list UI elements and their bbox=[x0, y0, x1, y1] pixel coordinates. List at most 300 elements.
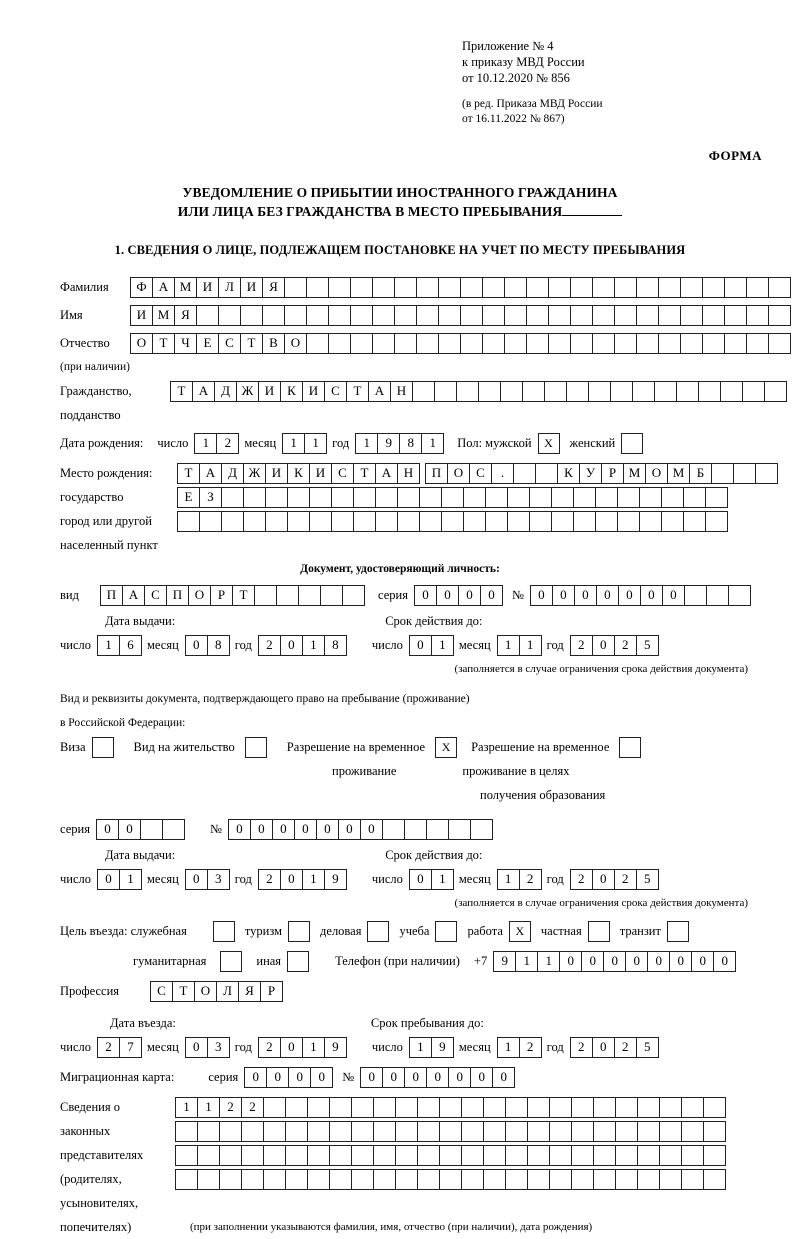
purpose-private-checkbox[interactable] bbox=[588, 921, 610, 942]
form-cell[interactable]: О bbox=[645, 463, 668, 484]
form-cell[interactable]: . bbox=[491, 463, 514, 484]
form-cell[interactable] bbox=[764, 381, 787, 402]
form-cell[interactable]: Т bbox=[177, 463, 200, 484]
form-cell[interactable] bbox=[350, 277, 373, 298]
form-cell[interactable]: 2 bbox=[258, 1037, 281, 1058]
form-cell[interactable] bbox=[416, 305, 439, 326]
birth-day-cells[interactable] bbox=[194, 433, 238, 454]
form-cell[interactable] bbox=[372, 333, 395, 354]
form-cell[interactable] bbox=[636, 305, 659, 326]
form-cell[interactable] bbox=[500, 381, 523, 402]
form-cell[interactable]: Д bbox=[214, 381, 237, 402]
birth-year-cells[interactable] bbox=[355, 433, 443, 454]
form-cell[interactable]: 9 bbox=[493, 951, 516, 972]
form-cell[interactable] bbox=[485, 487, 508, 508]
entry-month-cells[interactable] bbox=[185, 1037, 229, 1058]
form-cell[interactable] bbox=[724, 277, 747, 298]
form-cell[interactable] bbox=[263, 1097, 286, 1118]
form-cell[interactable] bbox=[485, 511, 508, 532]
form-cell[interactable] bbox=[197, 1121, 220, 1142]
form-cell[interactable] bbox=[659, 1145, 682, 1166]
form-cell[interactable] bbox=[307, 1145, 330, 1166]
form-cell[interactable] bbox=[706, 585, 729, 606]
form-cell[interactable] bbox=[768, 277, 791, 298]
form-cell[interactable]: И bbox=[130, 305, 153, 326]
form-cell[interactable]: 0 bbox=[470, 1067, 493, 1088]
form-cell[interactable]: 0 bbox=[581, 951, 604, 972]
form-cell[interactable] bbox=[404, 819, 427, 840]
form-cell[interactable]: 0 bbox=[118, 819, 141, 840]
form-cell[interactable]: 0 bbox=[640, 585, 663, 606]
form-cell[interactable] bbox=[329, 1121, 352, 1142]
form-cell[interactable] bbox=[262, 305, 285, 326]
form-cell[interactable]: 2 bbox=[97, 1037, 120, 1058]
form-cell[interactable] bbox=[328, 333, 351, 354]
form-cell[interactable]: 0 bbox=[480, 585, 503, 606]
form-cell[interactable] bbox=[703, 1145, 726, 1166]
form-cell[interactable]: 7 bbox=[119, 1037, 142, 1058]
form-cell[interactable] bbox=[221, 511, 244, 532]
form-cell[interactable] bbox=[526, 277, 549, 298]
form-cell[interactable] bbox=[439, 1145, 462, 1166]
form-cell[interactable] bbox=[768, 305, 791, 326]
sex-female-checkbox[interactable] bbox=[621, 433, 643, 454]
form-cell[interactable] bbox=[284, 305, 307, 326]
form-cell[interactable]: П bbox=[166, 585, 189, 606]
form-cell[interactable]: 8 bbox=[324, 635, 347, 656]
form-cell[interactable]: Е bbox=[196, 333, 219, 354]
form-cell[interactable] bbox=[526, 333, 549, 354]
form-cell[interactable] bbox=[549, 1121, 572, 1142]
form-cell[interactable] bbox=[351, 1145, 374, 1166]
form-cell[interactable]: И bbox=[240, 277, 263, 298]
form-cell[interactable]: Я bbox=[238, 981, 261, 1002]
form-cell[interactable]: 1 bbox=[431, 635, 454, 656]
form-cell[interactable] bbox=[218, 305, 241, 326]
form-cell[interactable]: 0 bbox=[266, 1067, 289, 1088]
form-cell[interactable] bbox=[351, 1169, 374, 1190]
form-cell[interactable] bbox=[548, 277, 571, 298]
form-cell[interactable] bbox=[592, 277, 615, 298]
form-cell[interactable]: 1 bbox=[197, 1097, 220, 1118]
form-cell[interactable] bbox=[197, 1145, 220, 1166]
form-cell[interactable] bbox=[549, 1169, 572, 1190]
form-cell[interactable] bbox=[240, 305, 263, 326]
form-cell[interactable]: 2 bbox=[219, 1097, 242, 1118]
form-cell[interactable]: 5 bbox=[636, 635, 659, 656]
form-cell[interactable] bbox=[439, 1169, 462, 1190]
form-cell[interactable]: А bbox=[122, 585, 145, 606]
form-cell[interactable] bbox=[350, 305, 373, 326]
form-cell[interactable]: 0 bbox=[530, 585, 553, 606]
form-cell[interactable] bbox=[263, 1121, 286, 1142]
form-cell[interactable] bbox=[298, 585, 321, 606]
citizenship-cells[interactable] bbox=[170, 381, 786, 402]
profession-cells[interactable] bbox=[150, 981, 282, 1002]
form-cell[interactable] bbox=[351, 1097, 374, 1118]
form-cell[interactable] bbox=[373, 1145, 396, 1166]
form-cell[interactable] bbox=[698, 381, 721, 402]
form-cell[interactable]: 9 bbox=[324, 1037, 347, 1058]
form-cell[interactable] bbox=[306, 305, 329, 326]
form-cell[interactable] bbox=[351, 1121, 374, 1142]
form-cell[interactable] bbox=[416, 277, 439, 298]
stay-issue-month-cells[interactable] bbox=[185, 869, 229, 890]
form-cell[interactable]: У bbox=[579, 463, 602, 484]
form-cell[interactable] bbox=[254, 585, 277, 606]
form-cell[interactable]: 0 bbox=[272, 819, 295, 840]
form-cell[interactable] bbox=[470, 819, 493, 840]
form-cell[interactable] bbox=[570, 305, 593, 326]
purpose-service-checkbox[interactable] bbox=[213, 921, 235, 942]
form-cell[interactable] bbox=[680, 333, 703, 354]
doc-issue-month-cells[interactable] bbox=[185, 635, 229, 656]
form-cell[interactable]: 6 bbox=[119, 635, 142, 656]
form-cell[interactable] bbox=[505, 1169, 528, 1190]
edu-residence-checkbox[interactable] bbox=[619, 737, 641, 758]
form-cell[interactable] bbox=[529, 487, 552, 508]
doc-kind-cells[interactable] bbox=[100, 585, 364, 606]
form-cell[interactable]: Ж bbox=[236, 381, 259, 402]
form-cell[interactable] bbox=[746, 305, 769, 326]
form-cell[interactable]: Л bbox=[218, 277, 241, 298]
form-cell[interactable] bbox=[241, 1121, 264, 1142]
form-cell[interactable] bbox=[307, 1097, 330, 1118]
form-cell[interactable] bbox=[680, 305, 703, 326]
form-cell[interactable]: С bbox=[469, 463, 492, 484]
form-cell[interactable] bbox=[746, 333, 769, 354]
form-cell[interactable] bbox=[680, 277, 703, 298]
form-cell[interactable] bbox=[570, 333, 593, 354]
form-cell[interactable]: 0 bbox=[338, 819, 361, 840]
form-cell[interactable] bbox=[353, 487, 376, 508]
form-cell[interactable] bbox=[199, 511, 222, 532]
form-cell[interactable] bbox=[681, 1145, 704, 1166]
form-cell[interactable]: Б bbox=[689, 463, 712, 484]
form-cell[interactable] bbox=[417, 1121, 440, 1142]
form-cell[interactable]: Ч bbox=[174, 333, 197, 354]
form-cell[interactable] bbox=[243, 511, 266, 532]
form-cell[interactable] bbox=[482, 333, 505, 354]
form-cell[interactable] bbox=[394, 333, 417, 354]
form-cell[interactable] bbox=[265, 487, 288, 508]
form-cell[interactable] bbox=[566, 381, 589, 402]
form-cell[interactable] bbox=[285, 1145, 308, 1166]
form-cell[interactable]: 2 bbox=[614, 869, 637, 890]
form-cell[interactable] bbox=[285, 1169, 308, 1190]
form-cell[interactable] bbox=[309, 511, 332, 532]
phone-cells[interactable] bbox=[493, 951, 735, 972]
form-cell[interactable]: 2 bbox=[570, 1037, 593, 1058]
form-cell[interactable] bbox=[571, 1121, 594, 1142]
form-cell[interactable]: А bbox=[192, 381, 215, 402]
form-cell[interactable]: 1 bbox=[119, 869, 142, 890]
form-cell[interactable]: Т bbox=[232, 585, 255, 606]
form-cell[interactable]: 0 bbox=[426, 1067, 449, 1088]
form-cell[interactable]: 9 bbox=[324, 869, 347, 890]
form-cell[interactable]: 1 bbox=[194, 433, 217, 454]
form-cell[interactable]: 0 bbox=[409, 635, 432, 656]
form-cell[interactable]: 5 bbox=[636, 1037, 659, 1058]
form-cell[interactable] bbox=[659, 1121, 682, 1142]
form-cell[interactable]: 1 bbox=[497, 869, 520, 890]
form-cell[interactable] bbox=[755, 463, 778, 484]
form-cell[interactable] bbox=[329, 1145, 352, 1166]
form-cell[interactable]: 0 bbox=[618, 585, 641, 606]
form-cell[interactable]: 0 bbox=[574, 585, 597, 606]
form-cell[interactable] bbox=[307, 1169, 330, 1190]
form-cell[interactable] bbox=[329, 1097, 352, 1118]
form-cell[interactable] bbox=[461, 1169, 484, 1190]
form-cell[interactable] bbox=[219, 1169, 242, 1190]
form-cell[interactable] bbox=[265, 511, 288, 532]
form-cell[interactable] bbox=[416, 333, 439, 354]
form-cell[interactable]: А bbox=[375, 463, 398, 484]
form-cell[interactable]: Т bbox=[353, 463, 376, 484]
form-cell[interactable]: 0 bbox=[713, 951, 736, 972]
form-cell[interactable] bbox=[703, 1169, 726, 1190]
form-cell[interactable] bbox=[548, 333, 571, 354]
form-cell[interactable] bbox=[419, 511, 442, 532]
form-cell[interactable]: 0 bbox=[280, 635, 303, 656]
form-cell[interactable] bbox=[241, 1169, 264, 1190]
form-cell[interactable] bbox=[394, 277, 417, 298]
stay-valid-year-cells[interactable] bbox=[570, 869, 658, 890]
form-cell[interactable]: 1 bbox=[519, 635, 542, 656]
form-cell[interactable] bbox=[637, 1145, 660, 1166]
stay-until-day-cells[interactable] bbox=[409, 1037, 453, 1058]
form-cell[interactable] bbox=[551, 511, 574, 532]
form-cell[interactable]: Е bbox=[177, 487, 200, 508]
form-cell[interactable]: 5 bbox=[636, 869, 659, 890]
form-cell[interactable] bbox=[463, 511, 486, 532]
residence-permit-checkbox[interactable] bbox=[245, 737, 267, 758]
form-cell[interactable]: О bbox=[130, 333, 153, 354]
form-cell[interactable]: К bbox=[280, 381, 303, 402]
form-cell[interactable] bbox=[331, 511, 354, 532]
form-cell[interactable] bbox=[483, 1169, 506, 1190]
form-cell[interactable] bbox=[705, 511, 728, 532]
form-cell[interactable] bbox=[527, 1097, 550, 1118]
legal-rep-cells-row2[interactable] bbox=[175, 1121, 725, 1142]
form-cell[interactable] bbox=[448, 819, 471, 840]
form-cell[interactable] bbox=[595, 487, 618, 508]
form-cell[interactable] bbox=[412, 381, 435, 402]
form-cell[interactable] bbox=[768, 333, 791, 354]
form-cell[interactable] bbox=[417, 1145, 440, 1166]
form-cell[interactable]: 0 bbox=[228, 819, 251, 840]
form-cell[interactable]: К bbox=[557, 463, 580, 484]
form-cell[interactable]: З bbox=[199, 487, 222, 508]
form-cell[interactable] bbox=[661, 487, 684, 508]
form-cell[interactable] bbox=[175, 1121, 198, 1142]
entry-day-cells[interactable] bbox=[97, 1037, 141, 1058]
form-cell[interactable] bbox=[328, 277, 351, 298]
form-cell[interactable] bbox=[588, 381, 611, 402]
form-cell[interactable] bbox=[397, 511, 420, 532]
form-cell[interactable]: 1 bbox=[515, 951, 538, 972]
form-cell[interactable] bbox=[551, 487, 574, 508]
form-cell[interactable]: 1 bbox=[302, 635, 325, 656]
form-cell[interactable] bbox=[681, 1121, 704, 1142]
form-cell[interactable] bbox=[549, 1097, 572, 1118]
form-cell[interactable]: Т bbox=[240, 333, 263, 354]
form-cell[interactable] bbox=[419, 487, 442, 508]
legal-rep-cells-row4[interactable] bbox=[175, 1169, 725, 1190]
form-cell[interactable]: 0 bbox=[669, 951, 692, 972]
form-cell[interactable] bbox=[372, 305, 395, 326]
form-cell[interactable]: 1 bbox=[97, 635, 120, 656]
form-cell[interactable]: 0 bbox=[185, 869, 208, 890]
form-cell[interactable] bbox=[702, 305, 725, 326]
form-cell[interactable] bbox=[320, 585, 343, 606]
form-cell[interactable] bbox=[306, 277, 329, 298]
form-cell[interactable]: Л bbox=[216, 981, 239, 1002]
form-cell[interactable]: П bbox=[425, 463, 448, 484]
form-cell[interactable]: 0 bbox=[280, 1037, 303, 1058]
form-cell[interactable] bbox=[276, 585, 299, 606]
form-cell[interactable] bbox=[284, 277, 307, 298]
form-cell[interactable] bbox=[733, 463, 756, 484]
form-cell[interactable]: 2 bbox=[614, 635, 637, 656]
form-cell[interactable] bbox=[372, 277, 395, 298]
legal-rep-cells-row3[interactable] bbox=[175, 1145, 725, 1166]
form-cell[interactable] bbox=[397, 487, 420, 508]
form-cell[interactable]: Р bbox=[260, 981, 283, 1002]
form-cell[interactable] bbox=[571, 1145, 594, 1166]
form-cell[interactable] bbox=[549, 1145, 572, 1166]
form-cell[interactable] bbox=[658, 305, 681, 326]
birth-city-cells-row3[interactable] bbox=[177, 511, 727, 532]
form-cell[interactable] bbox=[505, 1097, 528, 1118]
form-cell[interactable] bbox=[175, 1169, 198, 1190]
birth-state-cells[interactable] bbox=[177, 463, 419, 484]
form-cell[interactable] bbox=[720, 381, 743, 402]
form-cell[interactable]: И bbox=[302, 381, 325, 402]
form-cell[interactable] bbox=[615, 1097, 638, 1118]
form-cell[interactable] bbox=[617, 511, 640, 532]
form-cell[interactable]: 1 bbox=[421, 433, 444, 454]
form-cell[interactable] bbox=[353, 511, 376, 532]
form-cell[interactable] bbox=[439, 1097, 462, 1118]
form-cell[interactable] bbox=[463, 487, 486, 508]
form-cell[interactable] bbox=[438, 277, 461, 298]
form-cell[interactable] bbox=[162, 819, 185, 840]
visa-checkbox[interactable] bbox=[92, 737, 114, 758]
form-cell[interactable] bbox=[571, 1097, 594, 1118]
purpose-tourism-checkbox[interactable] bbox=[288, 921, 310, 942]
form-cell[interactable]: 0 bbox=[294, 819, 317, 840]
form-cell[interactable]: 0 bbox=[185, 1037, 208, 1058]
form-cell[interactable] bbox=[592, 305, 615, 326]
form-cell[interactable] bbox=[637, 1169, 660, 1190]
form-cell[interactable]: 1 bbox=[497, 1037, 520, 1058]
form-cell[interactable]: К bbox=[287, 463, 310, 484]
form-cell[interactable] bbox=[395, 1169, 418, 1190]
form-cell[interactable] bbox=[350, 333, 373, 354]
form-cell[interactable] bbox=[460, 333, 483, 354]
form-cell[interactable]: 1 bbox=[409, 1037, 432, 1058]
form-cell[interactable]: 3 bbox=[207, 1037, 230, 1058]
form-cell[interactable] bbox=[373, 1169, 396, 1190]
form-cell[interactable] bbox=[507, 487, 530, 508]
form-cell[interactable] bbox=[595, 511, 618, 532]
form-cell[interactable]: Я bbox=[262, 277, 285, 298]
form-cell[interactable] bbox=[329, 1169, 352, 1190]
doc-valid-year-cells[interactable] bbox=[570, 635, 658, 656]
form-cell[interactable] bbox=[441, 511, 464, 532]
form-cell[interactable] bbox=[544, 381, 567, 402]
purpose-work-checkbox[interactable]: Х bbox=[509, 921, 531, 942]
form-cell[interactable]: 1 bbox=[431, 869, 454, 890]
form-cell[interactable] bbox=[658, 277, 681, 298]
form-cell[interactable]: О bbox=[188, 585, 211, 606]
form-cell[interactable] bbox=[703, 1097, 726, 1118]
form-cell[interactable]: 1 bbox=[175, 1097, 198, 1118]
form-cell[interactable]: 0 bbox=[458, 585, 481, 606]
form-cell[interactable] bbox=[504, 305, 527, 326]
form-cell[interactable]: А bbox=[152, 277, 175, 298]
form-cell[interactable] bbox=[243, 487, 266, 508]
form-cell[interactable] bbox=[702, 277, 725, 298]
form-cell[interactable]: 0 bbox=[244, 1067, 267, 1088]
form-cell[interactable] bbox=[617, 487, 640, 508]
birth-city-cells-row2[interactable] bbox=[177, 487, 727, 508]
form-cell[interactable]: 1 bbox=[282, 433, 305, 454]
form-cell[interactable] bbox=[482, 277, 505, 298]
form-cell[interactable] bbox=[683, 487, 706, 508]
form-cell[interactable] bbox=[309, 487, 332, 508]
form-cell[interactable] bbox=[705, 487, 728, 508]
form-cell[interactable] bbox=[285, 1121, 308, 1142]
form-cell[interactable] bbox=[394, 305, 417, 326]
form-cell[interactable]: В bbox=[262, 333, 285, 354]
purpose-business-checkbox[interactable] bbox=[367, 921, 389, 942]
form-cell[interactable] bbox=[460, 305, 483, 326]
form-cell[interactable]: 0 bbox=[448, 1067, 471, 1088]
form-cell[interactable]: 9 bbox=[431, 1037, 454, 1058]
purpose-other-checkbox[interactable] bbox=[287, 951, 309, 972]
form-cell[interactable]: Р bbox=[210, 585, 233, 606]
form-cell[interactable] bbox=[221, 487, 244, 508]
form-cell[interactable]: 0 bbox=[382, 1067, 405, 1088]
form-cell[interactable] bbox=[615, 1169, 638, 1190]
form-cell[interactable]: И bbox=[196, 277, 219, 298]
form-cell[interactable] bbox=[513, 463, 536, 484]
form-cell[interactable] bbox=[614, 333, 637, 354]
form-cell[interactable]: С bbox=[331, 463, 354, 484]
form-cell[interactable] bbox=[658, 333, 681, 354]
form-cell[interactable]: 0 bbox=[96, 819, 119, 840]
form-cell[interactable]: 1 bbox=[304, 433, 327, 454]
doc-valid-day-cells[interactable] bbox=[409, 635, 453, 656]
form-cell[interactable] bbox=[483, 1145, 506, 1166]
form-cell[interactable] bbox=[434, 381, 457, 402]
form-cell[interactable]: О bbox=[194, 981, 217, 1002]
form-cell[interactable]: И bbox=[309, 463, 332, 484]
form-cell[interactable]: 0 bbox=[691, 951, 714, 972]
form-cell[interactable]: 2 bbox=[570, 635, 593, 656]
form-cell[interactable] bbox=[681, 1097, 704, 1118]
form-cell[interactable] bbox=[140, 819, 163, 840]
form-cell[interactable] bbox=[573, 511, 596, 532]
form-cell[interactable]: Т bbox=[172, 981, 195, 1002]
form-cell[interactable]: М bbox=[152, 305, 175, 326]
form-cell[interactable] bbox=[639, 511, 662, 532]
form-cell[interactable]: 0 bbox=[185, 635, 208, 656]
form-cell[interactable] bbox=[197, 1169, 220, 1190]
form-cell[interactable]: С bbox=[150, 981, 173, 1002]
